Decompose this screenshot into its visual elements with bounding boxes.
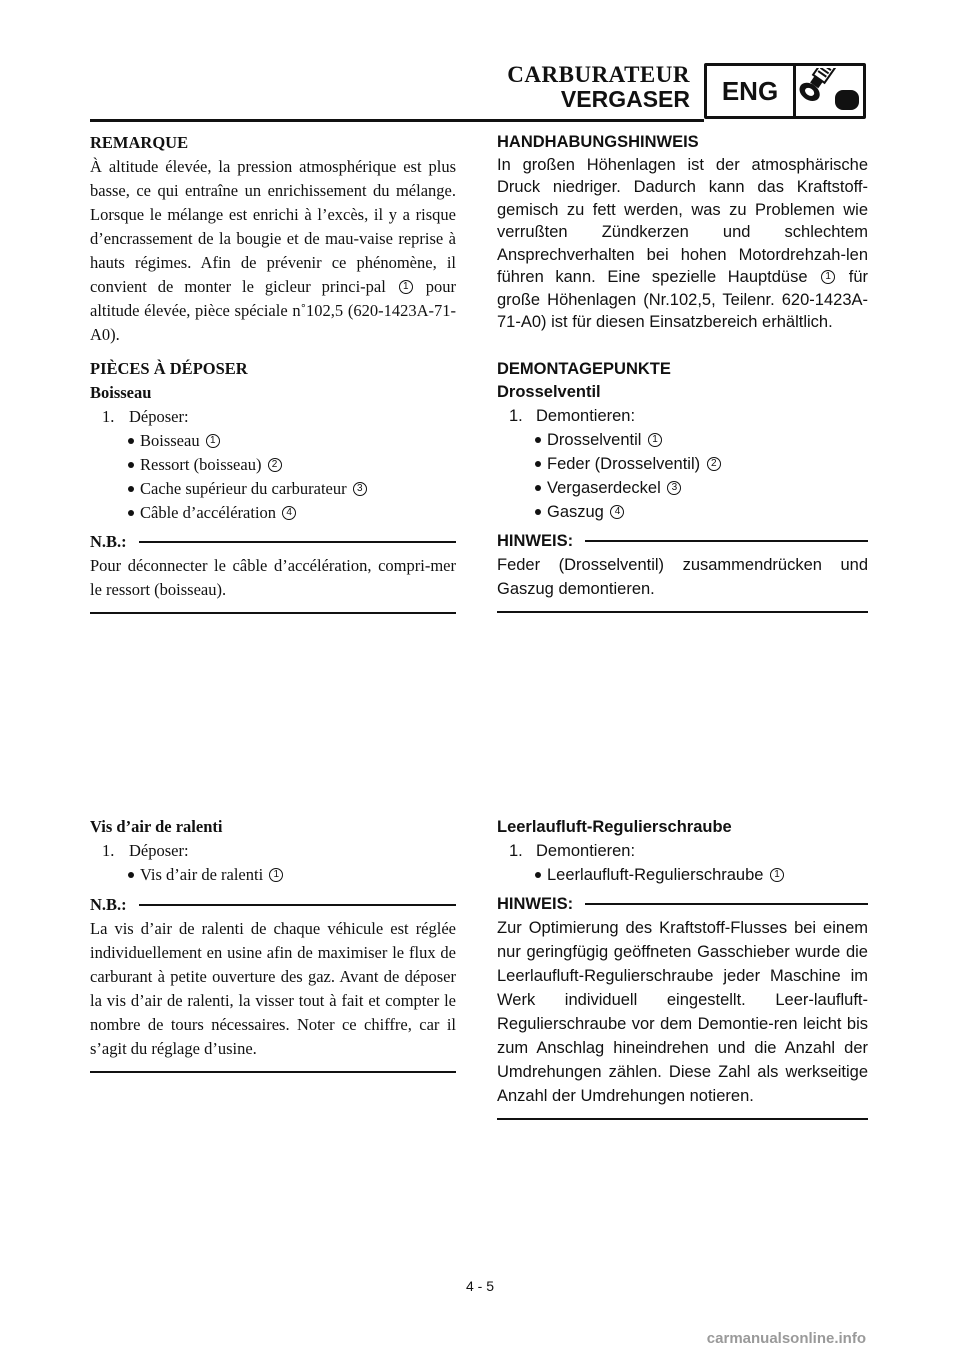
de-hinweis-1 [497, 530, 868, 613]
page-number: 4 - 5 [465, 1278, 494, 1294]
list-item [90, 429, 456, 453]
de-leer-title: Leerlaufluft-Regulierschraube [497, 818, 732, 836]
de-hinweis-2-header [497, 893, 868, 916]
fr-nb-2 [90, 893, 456, 1073]
callout-icon: 1 [648, 433, 662, 447]
note-end-rule [497, 1118, 868, 1120]
eng-badge [704, 63, 866, 119]
eng-badge-label: ENG [721, 76, 779, 106]
bullet-icon [535, 509, 541, 515]
de-drossel-title: Drosselventil [497, 383, 601, 401]
callout-icon: 3 [353, 482, 367, 496]
header-title-fr: CARBURATEUR [507, 62, 690, 87]
callout-1-icon: 1 [821, 270, 835, 284]
callout-icon: 3 [667, 481, 681, 495]
bullet-icon [535, 437, 541, 443]
de-parts-title: DEMONTAGEPUNKTE [497, 360, 671, 378]
bullet-icon [128, 486, 134, 492]
de-parts-section [497, 358, 868, 524]
list-item [90, 453, 456, 477]
callout-icon: 2 [268, 458, 282, 472]
callout-icon: 4 [610, 505, 624, 519]
engine-wrench-icon [799, 68, 863, 114]
fr-item-text: Boisseau [140, 431, 200, 450]
fr-vis-title: Vis d’air de ralenti [90, 817, 223, 836]
fr-nb-2-label: N.B.: [90, 895, 127, 914]
fr-nb-2-text: La vis d’air de ralenti de chaque véhicule est réglée individuellement en usine afin de maximiser le flux de carburant à petite ouverture des gaz. Avant de déposer la vis d’air de ralenti, la visser tout à fait et compter le nombre de tours nécessaires. Noter ce chiffre, car il s’agit du réglage d’usine. [90, 919, 456, 1058]
fr-remarque-paragraph [90, 155, 456, 347]
de-step-num: 1. [509, 407, 523, 425]
de-hinweis-1-header [497, 530, 868, 553]
de-item-text: Feder (Drosselventil) [547, 455, 701, 473]
list-item [497, 476, 868, 500]
fr-item-text: Cache supérieur du carburateur [140, 479, 347, 498]
callout-icon: 4 [282, 506, 296, 520]
bullet-icon [128, 462, 134, 468]
eng-badge-divider [793, 66, 796, 116]
bullet-icon [535, 872, 541, 878]
fr-nb-1-text: Pour déconnecter le câble d’accélération, compri-mer le ressort (boisseau). [90, 556, 456, 599]
fr-remarque-section [90, 131, 456, 347]
de-leer-step-num: 1. [509, 842, 523, 860]
de-leer-section [497, 815, 868, 887]
de-hinweis-section [497, 131, 868, 334]
fr-item-text: Ressort (boisseau) [140, 455, 262, 474]
fr-parts-section [90, 357, 456, 525]
de-item-text: Gaszug [547, 503, 604, 521]
de-leer-step-label: Demontieren: [536, 842, 636, 860]
header-rule [90, 119, 704, 122]
de-item-text: Drosselventil [547, 431, 642, 449]
fr-item-text: Câble d’accélération [140, 503, 277, 522]
fr-nb-2-header [90, 893, 456, 917]
bullet-icon [128, 872, 134, 878]
de-hinweis-2-label: HINWEIS: [497, 895, 574, 913]
note-rule [139, 904, 456, 906]
fr-vis-section [90, 815, 456, 887]
callout-icon: 1 [269, 868, 283, 882]
callout-1-icon: 1 [399, 280, 413, 294]
de-step [497, 404, 868, 428]
note-end-rule [90, 612, 456, 614]
note-rule [585, 540, 868, 542]
watermark: carmanualsonline.info [706, 1330, 866, 1347]
list-item [497, 863, 868, 887]
de-hinweis-1-text: Feder (Drosselventil) zusammendrücken und Gaszug demontieren. [497, 555, 868, 598]
de-leer-item-text: Leerlaufluft-Regulierschraube [547, 866, 764, 884]
bullet-icon [128, 438, 134, 444]
bullet-icon [128, 510, 134, 516]
de-hinweis-text-2: für große Höhenlagen (Nr.102,5, Teilenr. 620-1423A-71-A0) ist für diesen Einsatzbereich erhältlich. [497, 268, 868, 331]
fr-boisseau-title: Boisseau [90, 383, 152, 402]
fr-step [90, 405, 456, 429]
list-item [90, 501, 456, 525]
callout-icon: 1 [206, 434, 220, 448]
fr-step-label: Déposer: [129, 407, 189, 426]
note-end-rule [497, 611, 868, 613]
de-item-text: Vergaserdeckel [547, 479, 661, 497]
fr-nb-1-label: N.B.: [90, 532, 127, 551]
de-hinweis-2-text: Zur Optimierung des Kraftstoff-Flusses bei einem nur geringfügig geöffneten Gasschieber wurde die Leerlaufluft-Regulierschraube jeder Maschine im Werk individuell eingestellt. Leer-laufluft-Regulierschraube vor dem Demontie-ren leicht bis zum Anschlag hineindrehen und die Anzahl der Umdrehungen zählen. Diese Zahl als werkseitige Anzahl der Umdrehungen notieren. [497, 918, 868, 1105]
callout-icon: 2 [707, 457, 721, 471]
fr-nb-1-header [90, 530, 456, 554]
fr-step-num: 1. [102, 407, 115, 426]
de-hinweis-title: HANDHABUNGSHINWEIS [497, 133, 699, 151]
bullet-icon [535, 485, 541, 491]
bullet-icon [535, 461, 541, 467]
de-step-label: Demontieren: [536, 407, 636, 425]
list-item [497, 428, 868, 452]
fr-remarque-text-2: pour altitude élevée, pièce spéciale n˚102,5 (620-1423A-71-A0). [90, 277, 457, 344]
fr-vis-step [90, 839, 456, 863]
fr-nb-1 [90, 530, 456, 614]
note-rule [139, 541, 456, 543]
callout-icon: 1 [770, 868, 784, 882]
de-hinweis-1-label: HINWEIS: [497, 532, 574, 550]
fr-remarque-title: REMARQUE [90, 133, 189, 152]
note-rule [585, 903, 868, 905]
list-item [497, 452, 868, 476]
de-hinweis-paragraph [497, 154, 868, 334]
list-item [90, 477, 456, 501]
fr-remarque-text-1: À altitude élevée, la pression atmosphérique est plus basse, ce qui entraîne un enrichissement du mélange. Lorsque le mélange est enrichi à l’excès, il y a risque d’encrassement de la bougie et de mau-vaise reprise à hauts régimes. Afin de prévenir ce phénomène, il convient de monter le gicleur princi-pal [90, 157, 456, 296]
fr-parts-title: PIÈCES À DÉPOSER [90, 359, 248, 378]
fr-vis-step-num: 1. [102, 841, 115, 860]
note-end-rule [90, 1071, 456, 1073]
list-item [90, 863, 456, 887]
list-item [497, 500, 868, 524]
de-leer-step [497, 839, 868, 863]
fr-vis-item-text: Vis d’air de ralenti [140, 865, 264, 884]
de-hinweis-2 [497, 893, 868, 1120]
de-hinweis-text-1: In großen Höhenlagen ist der atmosphärische Druck niedriger. Dadurch kann das Kraftstoff-gemisch zu fett werden, was zu Problemen wie verrußten Zündkerzen und schlechtem Ansprechverhalten bei hohen Motordrehzah-len führen kann. Eine spezielle Hauptdüse [497, 155, 868, 286]
header-title-de: VERGASER [560, 86, 690, 112]
fr-vis-step-label: Déposer: [129, 841, 189, 860]
